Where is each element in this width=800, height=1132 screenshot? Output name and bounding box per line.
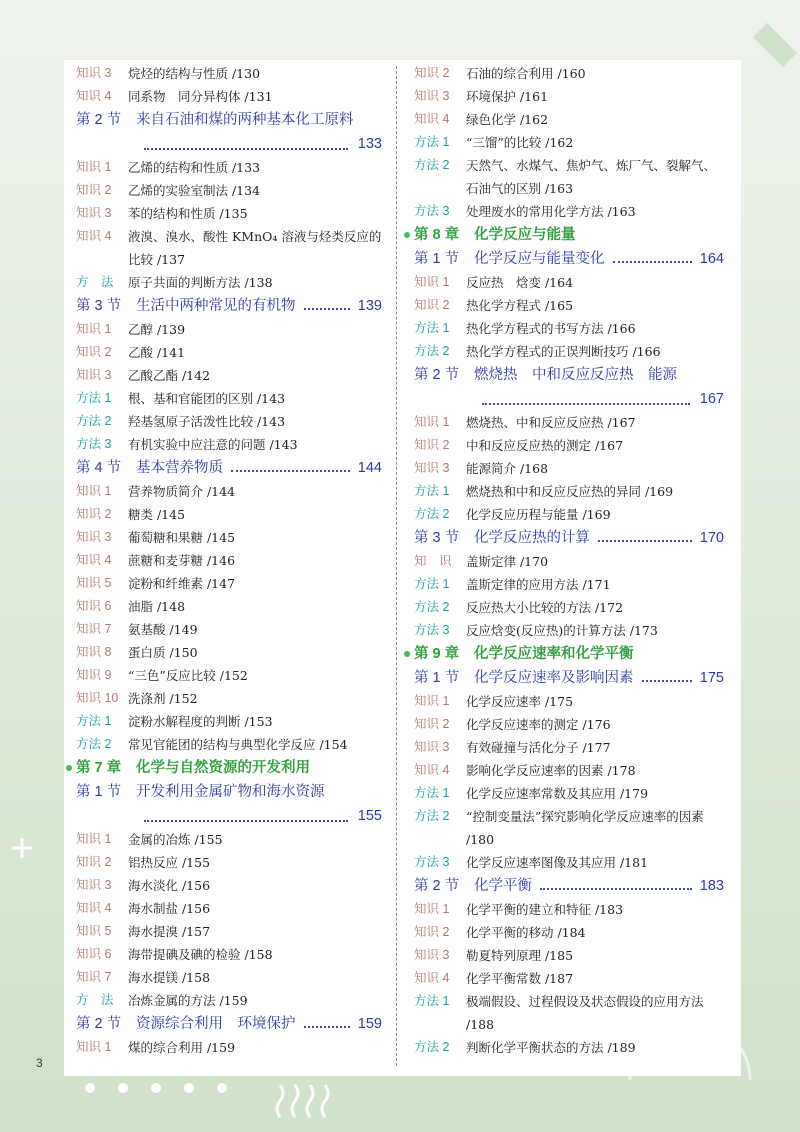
page-number: 3 [36, 1056, 43, 1070]
toc-entry[interactable] [414, 736, 724, 759]
toc-entry[interactable] [76, 387, 382, 410]
entry-title: 乙酸乙酯 /142 [128, 368, 211, 383]
toc-entry[interactable] [414, 131, 724, 154]
section-heading[interactable] [414, 874, 724, 898]
toc-entry[interactable] [76, 179, 382, 202]
entry-title: 影响化学反应速率的因素 /178 [466, 763, 636, 778]
entry-title: 反应热 焓变 /164 [466, 275, 574, 290]
section-heading[interactable] [76, 294, 382, 318]
entry-tag: 知识 2 [414, 298, 450, 312]
section-number: 第 3 节 [76, 298, 122, 314]
chapter-bullet-icon [404, 232, 410, 238]
entry-tag: 方法 2 [414, 507, 450, 521]
entry-tag: 知识 8 [76, 645, 112, 659]
entry-tag: 知识 3 [76, 66, 112, 80]
section-title: 燃烧热 中和反应反应热 能源 [474, 367, 677, 383]
toc-entry[interactable] [414, 154, 724, 200]
entry-title: “三馏”的比较 /162 [466, 135, 574, 150]
toc-right-column [414, 62, 724, 1059]
decor-dot [151, 1083, 161, 1093]
entry-title: 热化学方程式的书写方法 /166 [466, 321, 636, 336]
toc-entry[interactable] [76, 318, 382, 341]
toc-entry[interactable] [76, 710, 382, 733]
section-heading[interactable] [76, 780, 382, 828]
entry-title: 化学平衡常数 /187 [466, 971, 574, 986]
entry-title: “三色”反应比较 /152 [128, 668, 248, 683]
section-page: 133 [357, 136, 382, 152]
entry-title: 天然气、水煤气、焦炉气、炼厂气、裂解气、石油气的区别 /163 [466, 158, 717, 196]
entry-title: 淀粉和纤维素 /147 [128, 576, 236, 591]
toc-entry[interactable] [76, 341, 382, 364]
leader-dots [304, 1026, 350, 1028]
toc-entry[interactable] [76, 572, 382, 595]
leader-dots [642, 680, 692, 682]
leader-dots [144, 804, 348, 822]
entry-title: 乙醇 /139 [128, 322, 186, 337]
section-heading-line [76, 132, 382, 156]
toc-entry[interactable] [414, 690, 724, 713]
section-title: 化学反应与能量变化 [474, 251, 605, 267]
entry-tag: 知识 6 [76, 599, 112, 613]
toc-entry[interactable] [414, 62, 724, 85]
leader-dots [231, 470, 350, 472]
entry-title: 金属的冶炼 /155 [128, 832, 223, 847]
leader-dots [304, 308, 350, 310]
chapter-number: 第 9 章 [414, 646, 460, 662]
toc-entry[interactable] [76, 851, 382, 874]
toc-entry[interactable] [76, 526, 382, 549]
section-heading[interactable] [414, 247, 724, 271]
entry-tag: 方法 2 [414, 158, 450, 172]
entry-title: 液溴、溴水、酸性 KMnO₄ 溶液与烃类反应的比较 /137 [128, 229, 382, 267]
toc-entry[interactable] [76, 85, 382, 108]
entry-title: 反应焓变(反应热)的计算方法 /173 [466, 623, 658, 638]
leader-dots [613, 261, 692, 263]
entry-tag: 知识 3 [76, 530, 112, 544]
entry-title: 糖类 /145 [128, 507, 186, 522]
section-number: 第 1 节 [414, 251, 460, 267]
section-title: 开发利用金属矿物和海水资源 [136, 784, 325, 800]
leader-dots [482, 387, 690, 405]
toc-entry[interactable] [76, 364, 382, 387]
entry-tag: 方法 2 [414, 600, 450, 614]
entry-title: “控制变量法”探究影响化学反应速率的因素 /180 [466, 809, 708, 847]
chapter-number: 第 8 章 [414, 227, 460, 243]
entry-tag: 方法 1 [414, 994, 450, 1008]
entry-tag: 知识 5 [76, 576, 112, 590]
entry-tag: 知识 2 [76, 507, 112, 521]
entry-title: 乙烯的结构和性质 /133 [128, 160, 261, 175]
toc-entry[interactable] [414, 805, 724, 851]
section-page: 175 [699, 670, 724, 686]
entry-tag: 知识 3 [414, 89, 450, 103]
section-heading-line [76, 780, 382, 804]
entry-title: 热化学方程式 /165 [466, 298, 574, 313]
entry-tag: 方法 2 [414, 344, 450, 358]
entry-title: 化学反应历程与能量 /169 [466, 507, 611, 522]
toc-entry[interactable] [76, 410, 382, 433]
toc-entry[interactable] [414, 782, 724, 805]
toc-entry[interactable] [414, 967, 724, 990]
toc-entry[interactable] [414, 200, 724, 223]
section-title: 化学平衡 [474, 878, 532, 894]
entry-title: 洗涤剂 /152 [128, 691, 198, 706]
toc-entry[interactable] [414, 434, 724, 457]
entry-tag: 知识 7 [76, 970, 112, 984]
section-page: 183 [699, 878, 724, 894]
section-page: 139 [357, 298, 382, 314]
entry-tag: 知识 4 [76, 553, 112, 567]
toc-entry[interactable] [76, 641, 382, 664]
entry-tag: 方法 1 [76, 714, 112, 728]
chapter-title: 化学反应与能量 [474, 227, 576, 243]
entry-title: 有效碰撞与活化分子 /177 [466, 740, 611, 755]
section-number: 第 2 节 [414, 367, 460, 383]
entry-tag: 知识 1 [76, 160, 112, 174]
entry-tag: 知识 4 [414, 112, 450, 126]
toc-entry[interactable] [414, 503, 724, 526]
toc-entry[interactable] [414, 85, 724, 108]
entry-tag: 知识 4 [414, 971, 450, 985]
entry-tag: 知识 7 [76, 622, 112, 636]
entry-title: 石油的综合利用 /160 [466, 66, 586, 81]
section-heading[interactable] [76, 1012, 382, 1036]
section-title: 来自石油和煤的两种基本化工原料 [136, 112, 354, 128]
entry-tag: 方法 1 [414, 484, 450, 498]
entry-title: 同系物 同分异构体 /131 [128, 89, 273, 104]
toc-entry[interactable] [414, 340, 724, 363]
entry-title: 环境保护 /161 [466, 89, 549, 104]
entry-tag: 方法 1 [414, 135, 450, 149]
toc-entry[interactable] [414, 550, 724, 573]
chapter-heading[interactable] [76, 756, 382, 780]
entry-title: 化学反应速率 /175 [466, 694, 574, 709]
entry-tag: 方法 3 [414, 623, 450, 637]
entry-tag: 方法 1 [76, 391, 112, 405]
entry-title: 葡萄糖和果糖 /145 [128, 530, 236, 545]
toc-entry[interactable] [414, 851, 724, 874]
entry-tag: 方 法 [76, 993, 114, 1007]
entry-tag: 知识 4 [414, 763, 450, 777]
entry-title: 淀粉水解程度的判断 /153 [128, 714, 273, 729]
toc-entry[interactable] [414, 480, 724, 503]
entry-tag: 方法 2 [414, 1040, 450, 1054]
toc-entry[interactable] [76, 62, 382, 85]
entry-title: 燃烧热和中和反应反应热的异同 /169 [466, 484, 674, 499]
entry-title: 蛋白质 /150 [128, 645, 198, 660]
entry-tag: 知识 1 [76, 1040, 112, 1054]
entry-title: 煤的综合利用 /159 [128, 1040, 236, 1055]
toc-entry[interactable] [76, 202, 382, 225]
toc-entry[interactable] [76, 687, 382, 710]
toc-entry[interactable] [414, 619, 724, 642]
decor-dot [85, 1083, 95, 1093]
toc-entry[interactable] [76, 271, 382, 294]
entry-title: 海水淡化 /156 [128, 878, 211, 893]
toc-entry[interactable] [414, 457, 724, 480]
section-number: 第 4 节 [76, 460, 122, 476]
entry-tag: 方法 2 [76, 414, 112, 428]
toc-entry[interactable] [414, 294, 724, 317]
entry-tag: 方法 2 [76, 737, 112, 751]
section-page: 164 [699, 251, 724, 267]
entry-tag: 知识 1 [414, 275, 450, 289]
entry-tag: 方法 1 [414, 321, 450, 335]
section-number: 第 2 节 [76, 1016, 122, 1032]
chapter-number: 第 7 章 [76, 760, 122, 776]
toc-entry[interactable] [76, 549, 382, 572]
toc-entry[interactable] [76, 433, 382, 456]
toc-entry[interactable] [76, 828, 382, 851]
entry-title: 营养物质简介 /144 [128, 484, 236, 499]
section-heading-line [76, 804, 382, 828]
entry-tag: 知识 2 [414, 925, 450, 939]
entry-tag: 知识 9 [76, 668, 112, 682]
section-page: 159 [357, 1016, 382, 1032]
entry-title: 盖斯定律的应用方法 /171 [466, 577, 611, 592]
entry-title: 海水提镁 /158 [128, 970, 211, 985]
toc-entry[interactable] [76, 225, 382, 271]
entry-tag: 知识 1 [76, 484, 112, 498]
section-page: 170 [699, 530, 724, 546]
section-title: 化学反应热的计算 [474, 530, 590, 546]
entry-title: 冶炼金属的方法 /159 [128, 993, 248, 1008]
toc-entry[interactable] [414, 990, 724, 1036]
toc-entry[interactable] [76, 664, 382, 687]
entry-tag: 知识 1 [76, 832, 112, 846]
entry-tag: 方法 3 [414, 204, 450, 218]
section-page: 155 [357, 808, 382, 824]
toc-entry[interactable] [76, 966, 382, 989]
entry-title: 常见官能团的结构与典型化学反应 /154 [128, 737, 348, 752]
toc-entry[interactable] [76, 897, 382, 920]
toc-entry[interactable] [414, 596, 724, 619]
section-heading[interactable] [76, 108, 382, 156]
toc-entry[interactable] [414, 921, 724, 944]
toc-entry[interactable] [76, 156, 382, 179]
entry-tag: 知识 2 [76, 345, 112, 359]
toc-entry[interactable] [414, 1036, 724, 1059]
toc-entry[interactable] [414, 944, 724, 967]
entry-tag: 知识 10 [76, 691, 119, 705]
entry-tag: 知识 2 [76, 855, 112, 869]
section-heading-line [414, 387, 724, 411]
entry-title: 能源简介 /168 [466, 461, 549, 476]
entry-tag: 知识 1 [414, 415, 450, 429]
entry-tag: 方法 2 [414, 809, 450, 823]
toc-entry[interactable] [76, 943, 382, 966]
entry-title: 反应热大小比较的方法 /172 [466, 600, 624, 615]
entry-title: 苯的结构和性质 /135 [128, 206, 248, 221]
entry-tag: 知 识 [414, 554, 452, 568]
entry-tag: 方法 1 [414, 577, 450, 591]
toc-entry[interactable] [76, 733, 382, 756]
section-page: 144 [357, 460, 382, 476]
chapter-bullet-icon [66, 765, 72, 771]
entry-title: 化学平衡的移动 /184 [466, 925, 586, 940]
toc-entry[interactable] [76, 920, 382, 943]
entry-tag: 方法 3 [414, 855, 450, 869]
entry-tag: 知识 4 [76, 901, 112, 915]
leader-dots [598, 540, 692, 542]
section-page: 167 [699, 391, 724, 407]
toc-entry[interactable] [76, 503, 382, 526]
entry-title: 油脂 /148 [128, 599, 186, 614]
entry-title: 蔗糖和麦芽糖 /146 [128, 553, 236, 568]
chapter-bullet-icon [404, 651, 410, 657]
entry-tag: 知识 2 [414, 717, 450, 731]
section-heading-line [414, 363, 724, 387]
chapter-heading[interactable] [414, 223, 724, 247]
section-heading[interactable] [414, 666, 724, 690]
entry-title: 化学反应速率的测定 /176 [466, 717, 611, 732]
section-number: 第 1 节 [414, 670, 460, 686]
toc-entry[interactable] [76, 874, 382, 897]
entry-title: 化学反应速率常数及其应用 /179 [466, 786, 649, 801]
chapter-title: 化学与自然资源的开发利用 [136, 760, 310, 776]
entry-title: 原子共面的判断方法 /138 [128, 275, 273, 290]
entry-title: 海水制盐 /156 [128, 901, 211, 916]
decor-dot [217, 1083, 227, 1093]
entry-tag: 方 法 [76, 275, 114, 289]
toc-entry[interactable] [76, 989, 382, 1012]
decor-dot [184, 1083, 194, 1093]
toc-entry[interactable] [414, 271, 724, 294]
entry-tag: 知识 1 [76, 322, 112, 336]
entry-tag: 知识 3 [414, 461, 450, 475]
entry-title: 化学反应速率图像及其应用 /181 [466, 855, 649, 870]
entry-tag: 知识 2 [414, 66, 450, 80]
section-title: 生活中两种常见的有机物 [136, 298, 296, 314]
entry-tag: 知识 4 [76, 229, 112, 243]
entry-tag: 方法 3 [76, 437, 112, 451]
toc-entry[interactable] [414, 411, 724, 434]
section-heading[interactable] [414, 526, 724, 550]
toc-entry[interactable] [414, 317, 724, 340]
entry-tag: 知识 2 [414, 438, 450, 452]
toc-entry[interactable] [76, 595, 382, 618]
entry-title: 羟基氢原子活泼性比较 /143 [128, 414, 286, 429]
section-title: 资源综合利用 环境保护 [136, 1016, 296, 1032]
decor-plus [12, 838, 32, 858]
entry-tag: 知识 3 [414, 740, 450, 754]
entry-title: 海水提溴 /157 [128, 924, 211, 939]
entry-title: 海带提碘及碘的检验 /158 [128, 947, 273, 962]
decor-stripe [760, 30, 790, 60]
entry-title: 有机实验中应注意的问题 /143 [128, 437, 298, 452]
toc-entry[interactable] [414, 573, 724, 596]
entry-title: 中和反应反应热的测定 /167 [466, 438, 624, 453]
toc-entry[interactable] [414, 759, 724, 782]
entry-tag: 知识 2 [76, 183, 112, 197]
toc-entry[interactable] [76, 1036, 382, 1059]
section-title: 基本营养物质 [136, 460, 223, 476]
entry-tag: 知识 3 [414, 948, 450, 962]
entry-title: 化学平衡的建立和特征 /183 [466, 902, 624, 917]
toc-entry[interactable] [414, 108, 724, 131]
toc-entry[interactable] [414, 898, 724, 921]
entry-tag: 知识 4 [76, 89, 112, 103]
section-number: 第 1 节 [76, 784, 122, 800]
entry-title: 判断化学平衡状态的方法 /189 [466, 1040, 636, 1055]
section-heading[interactable] [76, 456, 382, 480]
section-heading[interactable] [414, 363, 724, 411]
entry-title: 热化学方程式的正误判断技巧 /166 [466, 344, 661, 359]
entry-title: 盖斯定律 /170 [466, 554, 549, 569]
leader-dots [540, 888, 692, 890]
section-heading-line [76, 108, 382, 132]
section-title: 化学反应速率及影响因素 [474, 670, 634, 686]
entry-title: 铝热反应 /155 [128, 855, 211, 870]
entry-tag: 知识 6 [76, 947, 112, 961]
entry-title: 极端假设、过程假设及状态假设的应用方法 /188 [466, 994, 708, 1032]
chapter-heading[interactable] [414, 642, 724, 666]
entry-title: 烷烃的结构与性质 /130 [128, 66, 261, 81]
toc-entry[interactable] [76, 618, 382, 641]
entry-title: 根、基和官能团的区别 /143 [128, 391, 286, 406]
entry-title: 乙烯的实验室制法 /134 [128, 183, 261, 198]
entry-tag: 知识 3 [76, 368, 112, 382]
entry-tag: 知识 5 [76, 924, 112, 938]
entry-title: 氨基酸 /149 [128, 622, 198, 637]
entry-title: 燃烧热、中和反应反应热 /167 [466, 415, 636, 430]
section-number: 第 2 节 [414, 878, 460, 894]
entry-title: 绿色化学 /162 [466, 112, 549, 127]
decor-waves [277, 1085, 328, 1117]
entry-title: 处理废水的常用化学方法 /163 [466, 204, 636, 219]
chapter-title: 化学反应速率和化学平衡 [474, 646, 634, 662]
entry-tag: 知识 3 [76, 878, 112, 892]
entry-tag: 知识 1 [414, 902, 450, 916]
leader-dots [144, 132, 348, 150]
column-divider [396, 66, 397, 1066]
entry-title: 乙酸 /141 [128, 345, 186, 360]
entry-title: 勒夏特列原理 /185 [466, 948, 574, 963]
section-number: 第 2 节 [76, 112, 122, 128]
entry-tag: 知识 1 [414, 694, 450, 708]
toc-entry[interactable] [414, 713, 724, 736]
toc-entry[interactable] [76, 480, 382, 503]
entry-tag: 方法 1 [414, 786, 450, 800]
toc-left-column [76, 62, 382, 1059]
entry-tag: 知识 3 [76, 206, 112, 220]
decor-dot [118, 1083, 128, 1093]
section-number: 第 3 节 [414, 530, 460, 546]
